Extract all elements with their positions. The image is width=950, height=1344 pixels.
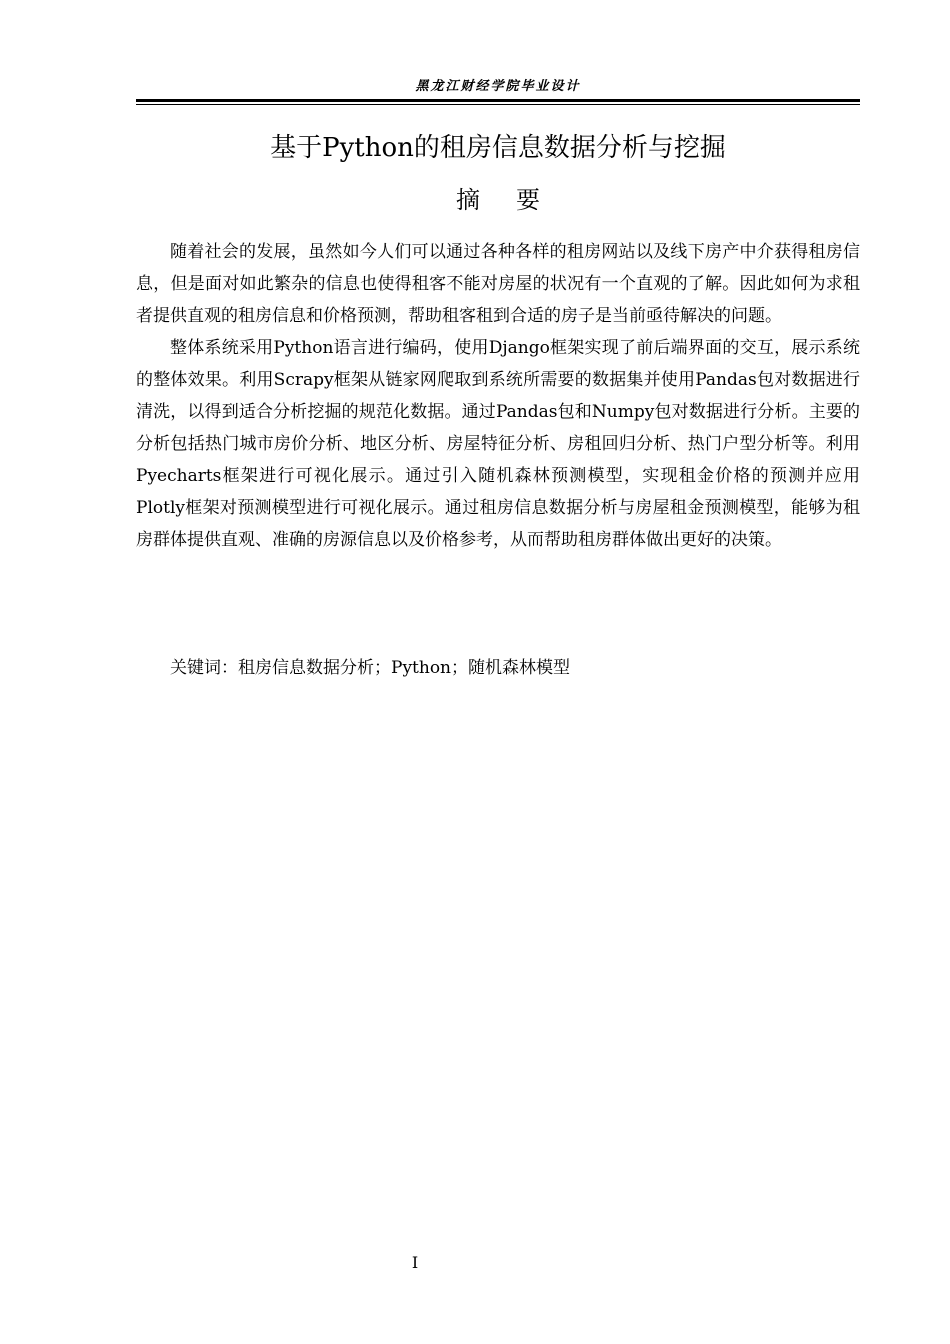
document-title: 基于Python的租房信息数据分析与挖掘 bbox=[270, 133, 726, 163]
running-header: 黑龙江财经学院毕业设计 bbox=[415, 79, 581, 94]
abstract-heading: 摘要 bbox=[456, 186, 576, 214]
abstract-body bbox=[136, 236, 860, 556]
keywords-text: 租房信息数据分析；Python；随机森林模型 bbox=[238, 658, 571, 678]
header-rule-thin bbox=[136, 104, 860, 105]
header-rule-thick bbox=[136, 99, 860, 102]
page-number: I bbox=[411, 1253, 419, 1272]
keywords-label: 关键词： bbox=[170, 658, 238, 678]
abstract-paragraph-2: 整体系统采用Python语言进行编码，使用Django框架实现了前后端界面的交互，展示系统的整体效果。利用Scrapy框架从链家网爬取到系统所需要的数据集并使用Pandas包对数据进行清洗，以得到适合分析挖掘的规范化数据。通过Pandas包和Numpy包对数据进行分析。主要的分析包括热门城市房价分析、地区分析、房屋特征分析、房租回归分析、热门户型分析等。利用Pyecharts框架进行可视化展示。通过引入随机森林预测模型，实现租金价格的预测并应用Plotly框架对预测模型进行可视化展示。通过租房信息数据分析与房屋租金预测模型，能够为租房群体提供直观、准确的房源信息以及价格参考，从而帮助租房群体做出更好的决策。 bbox=[136, 338, 860, 550]
abstract-paragraph-1: 随着社会的发展，虽然如今人们可以通过各种各样的租房网站以及线下房产中介获得租房信息，但是面对如此繁杂的信息也使得租客不能对房屋的状况有一个直观的了解。因此如何为求租者提供直观的租房信息和价格预测，帮助租客租到合适的房子是当前亟待解决的问题。 bbox=[136, 242, 860, 326]
keywords-line bbox=[136, 652, 860, 684]
